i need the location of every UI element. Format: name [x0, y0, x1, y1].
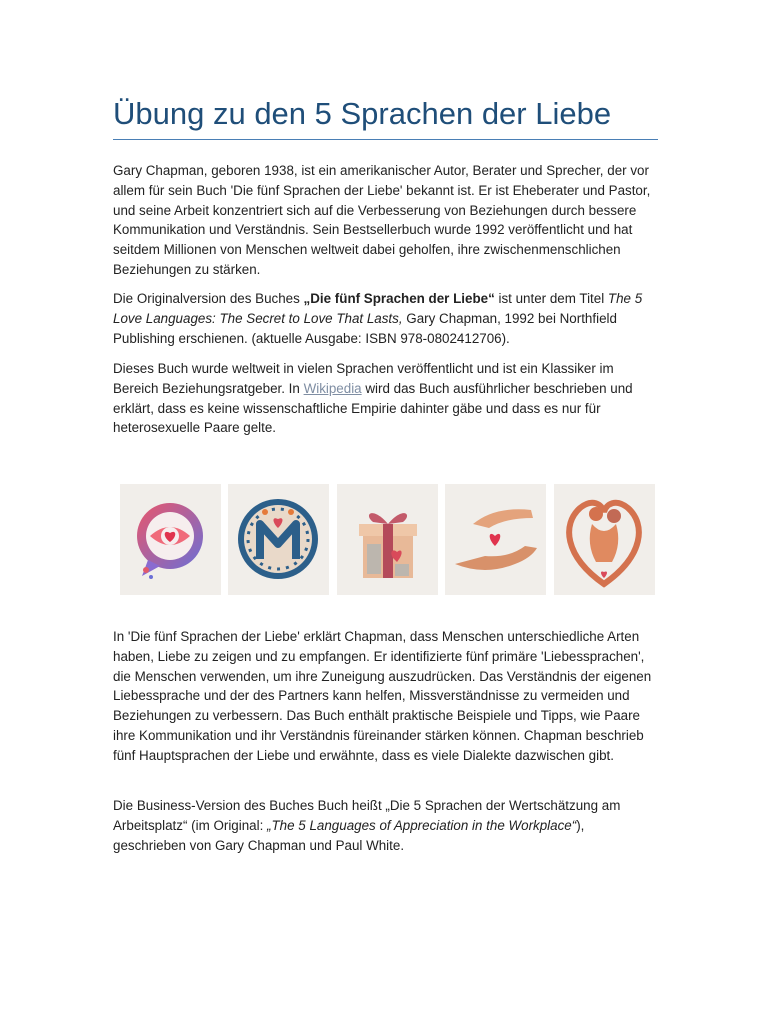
p3-text-1: Dieses Buch wurde weltweit in vielen Sprachen veröffentlicht und ist ein Klassiker im Bereich Beziehungsratgeber. In [113, 361, 614, 396]
p2-italic-title: The 5 Love Languages: The Secret to Love That Lasts, [113, 291, 643, 326]
p5-text-1: Die Business-Version des Buches Buch heißt „Die 5 Sprachen der Wertschätzung am Arbeitsplatz“ (im Original: [113, 798, 621, 833]
image-tile-words [120, 484, 221, 595]
p3-text-2: wird das Buch ausführlicher beschrieben und erklärt, dass es keine wissenschaftliche Empirie dahinter gäbe und dass es nur für heterosexuelle Paare gelte. [113, 380, 633, 436]
image-tile-touch [554, 484, 655, 595]
clock-heart-icon [228, 484, 329, 595]
image-strip [120, 484, 656, 595]
p2-text-3: Gary Chapman, 1992 bei Northfield Publishing erschienen. (aktuelle Ausgabe: ISBN 978-0802412706). [113, 310, 617, 346]
wikipedia-link[interactable]: Wikipedia [303, 380, 362, 396]
page-title: Übung zu den 5 Sprachen der Liebe [113, 96, 612, 131]
p2-text-1: Die Originalversion des Buches [113, 291, 304, 306]
paragraph-worldwide [113, 359, 658, 438]
hands-heart-icon [445, 484, 546, 595]
image-tile-gift [337, 484, 438, 595]
paragraph-original-version [113, 289, 658, 348]
p5-text-2: ), geschrieben von Gary Chapman und Paul White. [113, 817, 585, 853]
p5-italic-title: „The 5 Languages of Appreciation in the Workplace“ [267, 817, 577, 833]
gift-box-icon [337, 484, 438, 595]
p2-bold-title: „Die fünf Sprachen der Liebe“ [303, 291, 495, 306]
speech-bubble-heart-icon [120, 484, 221, 595]
title-underline [113, 139, 658, 140]
paragraph-author-bio: Gary Chapman, geboren 1938, ist ein amerikanischer Autor, Berater und Sprecher, der vor allem für sein Buch 'Die fünf Sprachen der Liebe' bekannt ist. Er ist Eheberater und Pastor, und seine Arbeit konzentriert sich auf die Verbesserung von Beziehungen durch bessere Kommunikation und Verständnis. Sein Bestsellerbuch wurde 1992 veröffentlicht und hat seitdem Millionen von Menschen weltweit dabei geholfen, ihre zwischenmenschlichen Beziehungen zu stärken. [113, 163, 651, 277]
p2-text-2: ist unter dem Titel [494, 291, 608, 306]
image-tile-time [228, 484, 329, 595]
embrace-couple-icon [554, 484, 655, 595]
paragraph-love-languages: In 'Die fünf Sprachen der Liebe' erklärt Chapman, dass Menschen unterschiedliche Arten haben, Liebe zu zeigen und zu empfangen. Er identifizierte fünf primäre 'Liebessprachen', die Menschen verwenden, um ihre Zuneigung auszudrücken. Das Verständnis der eigenen Liebessprache und der des Partners kann helfen, Missverständnisse zu vermeiden und Beziehungen zu verbessern. Das Buch enthält praktische Beispiele und Tipps, wie Paare ihre Kommunikation und ihr Verständnis füreinander stärken können. Chapman beschrieb fünf Hauptsprachen der Liebe und erwähnte, dass es viele Dialekte dazwischen gibt. [113, 629, 652, 763]
image-tile-hands [445, 484, 546, 595]
paragraph-business-version [113, 796, 658, 855]
